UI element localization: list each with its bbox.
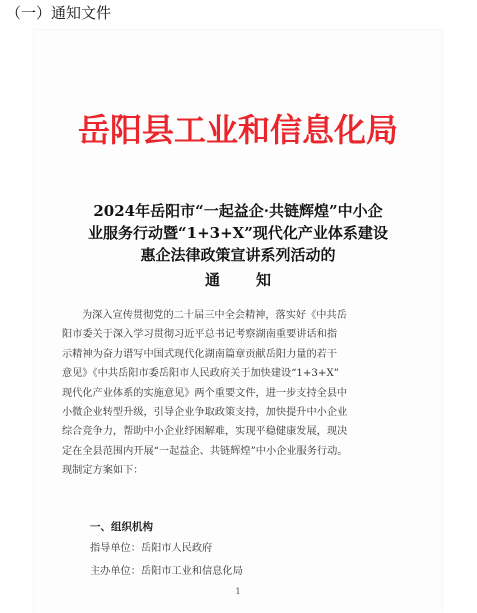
notice-word: 通知 xyxy=(204,271,307,289)
body-line: 阳市委关于深入学习贯彻习近平总书记考察湖南重要讲话和指 xyxy=(62,329,338,341)
document-title-line: 惠企法律政策宣讲系列活动的 xyxy=(140,246,336,264)
body-line: 综合竞争力，帮助中小企业纾困解难，实现平稳健康发展，现决 xyxy=(62,426,348,438)
body-line: 示精神为奋力谱写中国式现代化湖南篇章贡献岳阳力量的若干 xyxy=(62,348,338,360)
body-line: 意见》《中共岳阳市委岳阳市人民政府关于加快建设“1+3+X” xyxy=(62,368,339,380)
org-host-unit: 主办单位：岳阳市工业和信息化局 xyxy=(90,566,243,577)
org-guiding-unit: 指导单位：岳阳市人民政府 xyxy=(90,543,213,554)
body-line: 现制定方案如下： xyxy=(62,465,144,477)
document-title-line: 2024年岳阳市“一起益企·共链辉煌”中小企 xyxy=(93,202,383,220)
document-title-line: 业服务行动暨“1+3+X”现代化产业体系建设 xyxy=(88,224,388,242)
body-line: 现代化产业体系的实施意见》两个重要文件，进一步支持全县中 xyxy=(62,387,348,399)
document-body xyxy=(62,306,414,481)
section-heading: （一）通知文件 xyxy=(6,4,112,22)
page-number: 1 xyxy=(235,587,241,596)
body-line: 为深入宣传贯彻党的二十届三中全会精神，落实好《中共岳 xyxy=(82,310,347,321)
document-title xyxy=(54,200,422,266)
document-page xyxy=(34,30,442,613)
document-masthead: 岳阳县工业和信息化局 xyxy=(77,111,398,149)
org-heading: 一、组织机构 xyxy=(90,521,153,533)
body-line: 定在全县范围内开展“一起益企、共链辉煌”中小企业服务行动。 xyxy=(62,445,348,457)
body-line: 小微企业转型升级，引导企业争取政策支持，加快提升中小企业 xyxy=(62,407,348,419)
